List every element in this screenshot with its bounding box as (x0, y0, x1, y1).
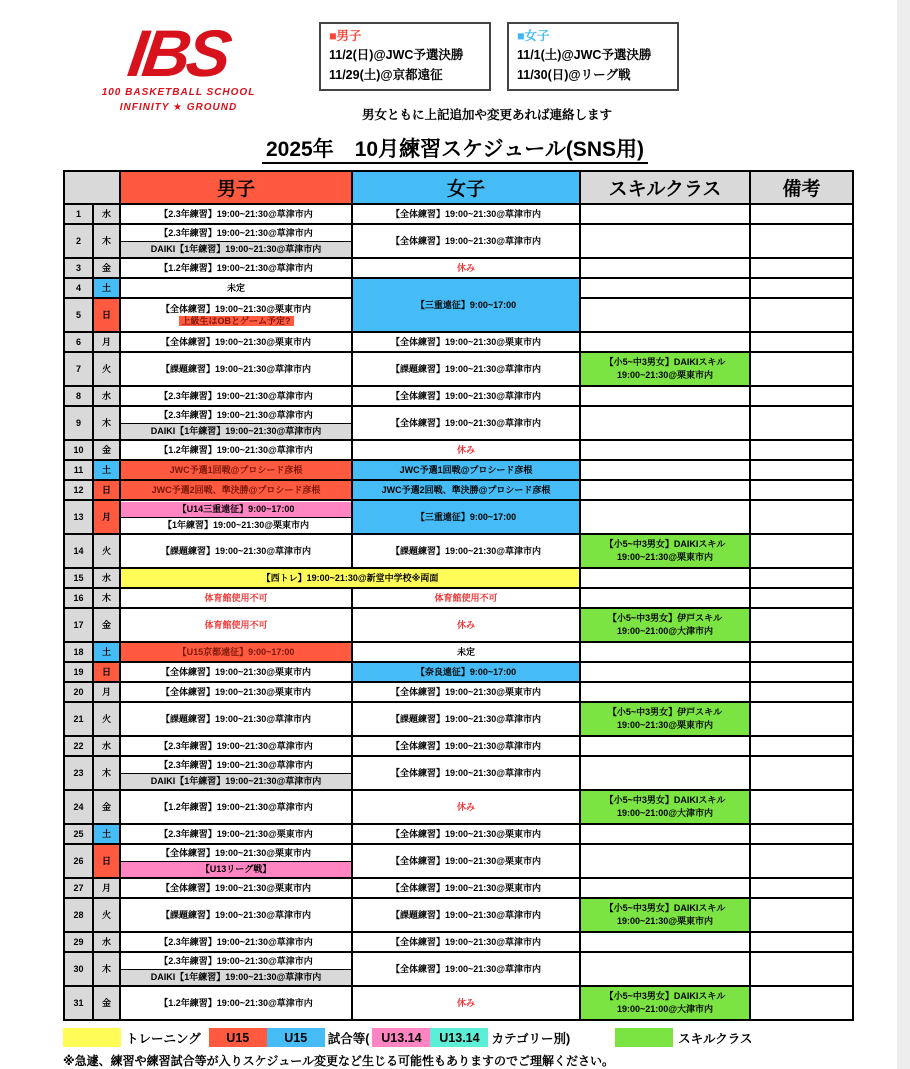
boys-subrow: 【2.3年練習】19:00~21:30@草津市内 (159, 955, 313, 966)
page-title: 2025年 10月練習スケジュール(SNS用) (262, 138, 648, 164)
girls-cell: 【奈良遠征】9:00~17:00 (352, 662, 580, 682)
boys-cell: 【2.3年練習】19:00~21:30@栗東市内 (120, 824, 352, 844)
table-row (64, 258, 853, 278)
dow-cell: 水 (93, 204, 120, 224)
dow-cell: 月 (93, 500, 120, 534)
dow-cell: 金 (93, 986, 120, 1020)
boys-cell: 未定 (120, 278, 352, 298)
remark-cell (750, 406, 853, 440)
boys-subrow: DAIKI【1年練習】19:00~21:30@草津市内 (121, 773, 351, 789)
footnote: ※急遽、練習や練習試合等が入りスケジュール変更など生じる可能性もありますのでご理解ください。 (63, 1054, 614, 1069)
skill-cell (580, 332, 750, 352)
girls-cell: 【三重遠征】9:00~17:00 (352, 278, 580, 332)
table-row (64, 824, 853, 844)
girls-cell: 休み (352, 258, 580, 278)
boys-cell (120, 406, 352, 440)
boys-note-highlight: 上級生はOBとゲーム予定? (179, 316, 294, 327)
skill-cell (580, 386, 750, 406)
dow-cell: 水 (93, 736, 120, 756)
boys-cell: 体育館使用不可 (120, 608, 352, 642)
dow-cell: 金 (93, 258, 120, 278)
day-cell: 23 (64, 756, 93, 790)
dow-cell: 木 (93, 756, 120, 790)
table-row (64, 952, 853, 986)
dow-cell: 月 (93, 682, 120, 702)
column-header-remark: 備考 (750, 171, 853, 204)
boys-cell: 【課題練習】19:00~21:30@草津市内 (120, 352, 352, 386)
dow-cell: 土 (93, 460, 120, 480)
table-row (64, 986, 853, 1020)
boys-subrow: 【1年練習】19:00~21:30@栗東市内 (121, 517, 351, 533)
table-row (64, 568, 853, 588)
day-cell: 27 (64, 878, 93, 898)
logo-text: IBS (124, 16, 233, 90)
boys-cell: 【1.2年練習】19:00~21:30@草津市内 (120, 440, 352, 460)
column-header-girls: 女子 (352, 171, 580, 204)
day-cell: 1 (64, 204, 93, 224)
dow-cell: 金 (93, 440, 120, 460)
remark-cell (750, 702, 853, 736)
table-row (64, 500, 853, 534)
skill-cell: 【小5~中3男女】伊戸スキル 19:00~21:00@大津市内 (580, 608, 750, 642)
girls-cell: 【三重遠征】9:00~17:00 (352, 500, 580, 534)
boys-cell: 【2.3年練習】19:00~21:30@草津市内 (120, 204, 352, 224)
table-row (64, 406, 853, 440)
day-cell: 20 (64, 682, 93, 702)
dow-cell: 日 (93, 480, 120, 500)
dow-cell: 木 (93, 406, 120, 440)
girls-box-line: 11/30(日)@リーグ戦 (517, 67, 631, 82)
skill-cell (580, 224, 750, 258)
dow-cell: 金 (93, 608, 120, 642)
day-cell: 3 (64, 258, 93, 278)
skill-cell (580, 440, 750, 460)
dow-cell: 水 (93, 568, 120, 588)
boys-cell: 【全体練習】19:00~21:30@栗東市内 上級生はOBとゲーム予定? (120, 298, 352, 332)
remark-cell (750, 756, 853, 790)
skill-cell: 【小5~中3男女】DAIKIスキル 19:00~21:30@栗東市内 (580, 352, 750, 386)
legend-label: 試合等( (327, 1031, 370, 1046)
remark-cell (750, 534, 853, 568)
logo-subtitle-2: INFINITY ★ GROUND (119, 101, 238, 113)
boys-cell (120, 500, 352, 534)
boys-cell: 【1.2年練習】19:00~21:30@草津市内 (120, 986, 352, 1020)
remark-cell (750, 500, 853, 534)
skill-cell (580, 756, 750, 790)
table-row (64, 332, 853, 352)
table-row (64, 790, 853, 824)
day-cell: 17 (64, 608, 93, 642)
boys-box-line: 11/29(土)@京都遠征 (329, 67, 443, 82)
page-header (0, 0, 910, 123)
girls-cell: 【全体練習】19:00~21:30@栗東市内 (352, 682, 580, 702)
girls-cell: 休み (352, 608, 580, 642)
table-row (64, 662, 853, 682)
dow-cell: 水 (93, 932, 120, 952)
table-row (64, 224, 853, 258)
dow-cell: 木 (93, 952, 120, 986)
table-row (64, 608, 853, 642)
boys-cell: 【全体練習】19:00~21:30@栗東市内 (120, 662, 352, 682)
day-cell: 15 (64, 568, 93, 588)
boys-cell: 【全体練習】19:00~21:30@栗東市内 (120, 878, 352, 898)
skill-cell (580, 406, 750, 440)
remark-cell (750, 352, 853, 386)
remark-cell (750, 824, 853, 844)
boys-subrow: 【全体練習】19:00~21:30@栗東市内 (160, 847, 312, 858)
day-cell: 12 (64, 480, 93, 500)
girls-box-title: ■女子 (517, 29, 550, 43)
table-row (64, 736, 853, 756)
table-row (64, 756, 853, 790)
day-cell: 4 (64, 278, 93, 298)
dow-cell: 水 (93, 386, 120, 406)
girls-cell: 【全体練習】19:00~21:30@草津市内 (352, 386, 580, 406)
girls-schedule-box (507, 22, 679, 91)
girls-cell: 【全体練習】19:00~21:30@栗東市内 (352, 878, 580, 898)
boys-cell: 【課題練習】19:00~21:30@草津市内 (120, 898, 352, 932)
skill-cell (580, 932, 750, 952)
girls-cell: 【全体練習】19:00~21:30@草津市内 (352, 204, 580, 224)
boys-subrow: 【U13リーグ戦】 (121, 861, 351, 877)
skill-cell: 【小5~中3男女】DAIKIスキル 19:00~21:30@栗東市内 (580, 534, 750, 568)
girls-cell: 未定 (352, 642, 580, 662)
dow-cell: 月 (93, 332, 120, 352)
boys-cell (120, 756, 352, 790)
remark-cell (750, 662, 853, 682)
dow-cell: 金 (93, 790, 120, 824)
remark-cell (750, 568, 853, 588)
boys-cell: JWC予選2回戦、準決勝@プロシード彦根 (120, 480, 352, 500)
remark-cell (750, 898, 853, 932)
table-row (64, 460, 853, 480)
boys-subrow: DAIKI【1年練習】19:00~21:30@草津市内 (121, 423, 351, 439)
remark-cell (750, 608, 853, 642)
remark-cell (750, 224, 853, 258)
remark-cell (750, 332, 853, 352)
boys-box-line: 11/2(日)@JWC予選決勝 (329, 48, 464, 63)
girls-cell: 【課題練習】19:00~21:30@草津市内 (352, 534, 580, 568)
ibs-logo (66, 16, 291, 115)
remark-cell (750, 790, 853, 824)
boys-subrow: DAIKI【1年練習】19:00~21:30@草津市内 (121, 241, 351, 257)
boys-cell: 【課題練習】19:00~21:30@草津市内 (120, 702, 352, 736)
boys-subrow: 【2.3年練習】19:00~21:30@草津市内 (159, 409, 313, 420)
girls-cell: 体育館使用不可 (352, 588, 580, 608)
remark-cell (750, 460, 853, 480)
day-cell: 21 (64, 702, 93, 736)
skill-cell (580, 844, 750, 878)
header-right (319, 22, 679, 123)
page-edge-strip (897, 0, 910, 1069)
remark-cell (750, 386, 853, 406)
day-cell: 18 (64, 642, 93, 662)
remark-cell (750, 440, 853, 460)
legend-label: トレーニング (126, 1031, 201, 1046)
legend-swatch-yellow (63, 1028, 121, 1047)
remark-cell (750, 952, 853, 986)
skill-cell (580, 500, 750, 534)
skill-cell: 【小5~中3男女】DAIKIスキル 19:00~21:30@栗東市内 (580, 898, 750, 932)
day-cell: 14 (64, 534, 93, 568)
dow-cell: 木 (93, 588, 120, 608)
skill-cell (580, 824, 750, 844)
table-row (64, 386, 853, 406)
boys-schedule-box (319, 22, 491, 91)
day-cell: 6 (64, 332, 93, 352)
table-row (64, 642, 853, 662)
legend (63, 1028, 910, 1047)
day-cell: 2 (64, 224, 93, 258)
remark-cell (750, 986, 853, 1020)
day-cell: 16 (64, 588, 93, 608)
table-row (64, 278, 853, 298)
girls-cell: 【全体練習】19:00~21:30@草津市内 (352, 406, 580, 440)
boys-cell (120, 844, 352, 878)
day-cell: 5 (64, 298, 93, 332)
girls-box-line: 11/1(土)@JWC予選決勝 (517, 48, 652, 63)
day-cell: 28 (64, 898, 93, 932)
legend-label: カテゴリー別) (491, 1031, 571, 1046)
table-row (64, 844, 853, 878)
skill-cell (580, 278, 750, 298)
dow-cell: 木 (93, 224, 120, 258)
day-cell: 19 (64, 662, 93, 682)
table-row (64, 352, 853, 386)
table-row (64, 588, 853, 608)
column-header-skill: スキルクラス (580, 171, 750, 204)
girls-cell: JWC予選1回戦@プロシード彦根 (352, 460, 580, 480)
logo-subtitle-1: 100 BASKETBALL SCHOOL (101, 86, 256, 98)
day-cell: 31 (64, 986, 93, 1020)
skill-cell (580, 480, 750, 500)
boys-cell (120, 952, 352, 986)
girls-cell: 【課題練習】19:00~21:30@草津市内 (352, 702, 580, 736)
skill-cell (580, 298, 750, 332)
boys-cell: 【全体練習】19:00~21:30@栗東市内 (120, 332, 352, 352)
table-row (64, 878, 853, 898)
boys-subrow: 【2.3年練習】19:00~21:30@草津市内 (159, 227, 313, 238)
table-row (64, 682, 853, 702)
girls-cell: 【全体練習】19:00~21:30@草津市内 (352, 932, 580, 952)
remark-cell (750, 682, 853, 702)
skill-cell (580, 588, 750, 608)
table-row (64, 480, 853, 500)
remark-cell (750, 480, 853, 500)
girls-cell: 【全体練習】19:00~21:30@栗東市内 (352, 332, 580, 352)
boys-box-title: ■男子 (329, 29, 362, 43)
dow-cell: 火 (93, 352, 120, 386)
skill-cell (580, 642, 750, 662)
girls-cell: 【全体練習】19:00~21:30@草津市内 (352, 756, 580, 790)
remark-cell (750, 844, 853, 878)
girls-cell: 【課題練習】19:00~21:30@草津市内 (352, 898, 580, 932)
girls-cell: 休み (352, 986, 580, 1020)
skill-cell: 【小5~中3男女】伊戸スキル 19:00~21:30@栗東市内 (580, 702, 750, 736)
boys-cell: 【課題練習】19:00~21:30@草津市内 (120, 534, 352, 568)
remark-cell (750, 278, 853, 298)
day-cell: 11 (64, 460, 93, 480)
dow-cell: 月 (93, 878, 120, 898)
table-row (64, 932, 853, 952)
skill-cell (580, 952, 750, 986)
day-cell: 29 (64, 932, 93, 952)
dow-cell: 火 (93, 534, 120, 568)
remark-cell (750, 588, 853, 608)
girls-cell: 【全体練習】19:00~21:30@栗東市内 (352, 824, 580, 844)
boys-cell: JWC予選1回戦@プロシード彦根 (120, 460, 352, 480)
legend-swatch-green (615, 1028, 673, 1047)
legend-swatch-pink: U13.14 (372, 1028, 430, 1047)
remark-cell (750, 298, 853, 332)
girls-cell: 【全体練習】19:00~21:30@草津市内 (352, 224, 580, 258)
dow-cell: 日 (93, 662, 120, 682)
dow-cell: 日 (93, 844, 120, 878)
legend-swatch-blue: U15 (267, 1028, 325, 1047)
girls-cell: 【全体練習】19:00~21:30@草津市内 (352, 736, 580, 756)
boys-cell: 【2.3年練習】19:00~21:30@草津市内 (120, 932, 352, 952)
boys-cell: 【1.2年練習】19:00~21:30@草津市内 (120, 258, 352, 278)
skill-cell (580, 460, 750, 480)
remark-cell (750, 932, 853, 952)
girls-cell: 休み (352, 440, 580, 460)
day-cell: 22 (64, 736, 93, 756)
table-row (64, 702, 853, 736)
table-header-row (64, 171, 853, 204)
table-row (64, 440, 853, 460)
remark-cell (750, 642, 853, 662)
boys-subrow: DAIKI【1年練習】19:00~21:30@草津市内 (121, 969, 351, 985)
boys-cell: 体育館使用不可 (120, 588, 352, 608)
skill-cell (580, 258, 750, 278)
column-header-boys: 男子 (120, 171, 352, 204)
skill-cell: 【小5~中3男女】DAIKIスキル 19:00~21:00@大津市内 (580, 986, 750, 1020)
legend-label: スキルクラス (678, 1031, 753, 1046)
day-cell: 10 (64, 440, 93, 460)
boys-subrow: 【2.3年練習】19:00~21:30@草津市内 (159, 759, 313, 770)
boys-cell (120, 224, 352, 258)
column-header-corner (64, 171, 120, 204)
girls-cell: 【全体練習】19:00~21:30@栗東市内 (352, 844, 580, 878)
girls-cell: 休み (352, 790, 580, 824)
dow-cell: 火 (93, 702, 120, 736)
boys-cell: 【U15京都遠征】9:00~17:00 (120, 642, 352, 662)
boys-cell: 【1.2年練習】19:00~21:30@草津市内 (120, 790, 352, 824)
practice-merged-cell: 【西トレ】19:00~21:30@新堂中学校※両面 (120, 568, 580, 588)
skill-cell (580, 568, 750, 588)
skill-cell (580, 662, 750, 682)
schedule-table (63, 170, 854, 1021)
day-cell: 13 (64, 500, 93, 534)
day-cell: 30 (64, 952, 93, 986)
remark-cell (750, 258, 853, 278)
boys-cell: 【2.3年練習】19:00~21:30@草津市内 (120, 736, 352, 756)
girls-cell: 【全体練習】19:00~21:30@草津市内 (352, 952, 580, 986)
dow-cell: 火 (93, 898, 120, 932)
boys-cell: 【2.3年練習】19:00~21:30@草津市内 (120, 386, 352, 406)
dow-cell: 土 (93, 642, 120, 662)
remark-cell (750, 736, 853, 756)
table-row (64, 534, 853, 568)
day-cell: 25 (64, 824, 93, 844)
girls-cell: 【課題練習】19:00~21:30@草津市内 (352, 352, 580, 386)
remark-cell (750, 204, 853, 224)
contact-note: 男女ともに上記追加や変更あれば連絡します (361, 108, 612, 123)
table-row (64, 898, 853, 932)
skill-cell (580, 878, 750, 898)
table-row (64, 204, 853, 224)
day-cell: 8 (64, 386, 93, 406)
day-cell: 26 (64, 844, 93, 878)
skill-cell (580, 736, 750, 756)
girls-cell: JWC予選2回戦、準決勝@プロシード彦根 (352, 480, 580, 500)
remark-cell (750, 878, 853, 898)
day-cell: 7 (64, 352, 93, 386)
day-cell: 24 (64, 790, 93, 824)
legend-swatch-cyan: U13.14 (430, 1028, 488, 1047)
day-cell: 9 (64, 406, 93, 440)
dow-cell: 日 (93, 298, 120, 332)
dow-cell: 土 (93, 824, 120, 844)
skill-cell: 【小5~中3男女】DAIKIスキル 19:00~21:00@大津市内 (580, 790, 750, 824)
skill-cell (580, 204, 750, 224)
boys-subrow: 【U14三重遠征】9:00~17:00 (121, 502, 351, 517)
legend-swatch-red: U15 (209, 1028, 267, 1047)
skill-cell (580, 682, 750, 702)
dow-cell: 土 (93, 278, 120, 298)
boys-cell: 【全体練習】19:00~21:30@栗東市内 (120, 682, 352, 702)
